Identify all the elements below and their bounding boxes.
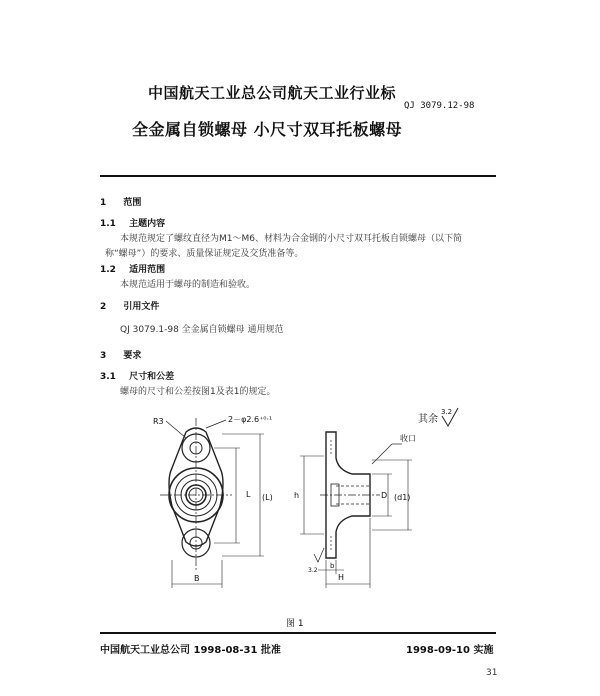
dimension-d1: (d1)	[394, 493, 411, 502]
section-number: 2	[100, 302, 107, 312]
section-number: 1	[100, 198, 107, 208]
document-title: 全金属自锁螺母 小尺寸双耳托板螺母	[132, 120, 403, 139]
paragraph-line: 称“螺母”）的要求、质量保证规定及交货准备等。	[105, 249, 304, 259]
section-title: 适用范围	[129, 265, 166, 275]
radius-label: R3	[153, 417, 164, 426]
section-title: 范围	[123, 198, 142, 208]
roughness-label: 其余	[418, 414, 438, 425]
roughness-symbol	[418, 408, 458, 426]
section-1-2-heading	[100, 262, 165, 275]
dimension-r: 3.2	[308, 567, 318, 574]
figure-caption: 图 1	[286, 619, 304, 629]
dimension-b: b	[330, 562, 335, 570]
roughness-value: 3.2	[441, 408, 453, 416]
section-title: 尺寸和公差	[129, 372, 175, 382]
dimension-H: H	[338, 573, 345, 582]
section-number: 3	[100, 351, 107, 361]
section-2-heading	[100, 299, 159, 312]
approval-info: 中国航天工业总公司 1998-08-31 批准	[100, 645, 281, 656]
section-3-1-heading	[100, 369, 174, 382]
section-1-1-heading	[100, 216, 165, 229]
dimension-B: B	[194, 574, 200, 583]
dimension-D: D	[381, 491, 388, 500]
side-view	[300, 432, 412, 588]
footer-rule	[100, 632, 496, 634]
implementation-date: 1998-09-10 实施	[406, 645, 494, 656]
page-number: 31	[486, 668, 498, 678]
paragraph-line: 本规范规定了螺纹直径为M1～M6、材料为合金钢的小尺寸双耳托板自锁螺母（以下简	[120, 234, 462, 244]
section-number: 1.2	[100, 265, 116, 275]
section-title: 要求	[123, 351, 142, 361]
reference-line: QJ 3079.1-98 全金属自锁螺母 通用规范	[120, 325, 284, 335]
front-view	[160, 418, 264, 588]
dimension-h: h	[294, 491, 300, 500]
check-mark-icon	[314, 548, 324, 562]
header-rule	[100, 175, 496, 177]
paragraph-line: 螺母的尺寸和公差按图1及表1的规定。	[120, 387, 276, 397]
dimension-L: L	[246, 490, 251, 499]
issuing-organization: 中国航天工业总公司航天工业行业标	[148, 84, 397, 102]
standard-number: QJ 3079.12-98	[404, 101, 475, 111]
paragraph-line: 本规范适用于螺母的制造和验收。	[120, 280, 256, 290]
dimension-L-ref: (L)	[262, 493, 273, 502]
figure-1-drawing	[0, 400, 600, 612]
section-title: 引用文件	[123, 302, 160, 312]
section-number: 1.1	[100, 219, 116, 229]
collar-callout: 收口	[400, 434, 416, 443]
hole-callout: 2－φ2.6⁺⁰·¹	[228, 415, 273, 424]
section-title: 主题内容	[129, 219, 166, 229]
section-number: 3.1	[100, 372, 116, 382]
section-1-heading	[100, 195, 141, 208]
section-3-heading	[100, 348, 141, 361]
